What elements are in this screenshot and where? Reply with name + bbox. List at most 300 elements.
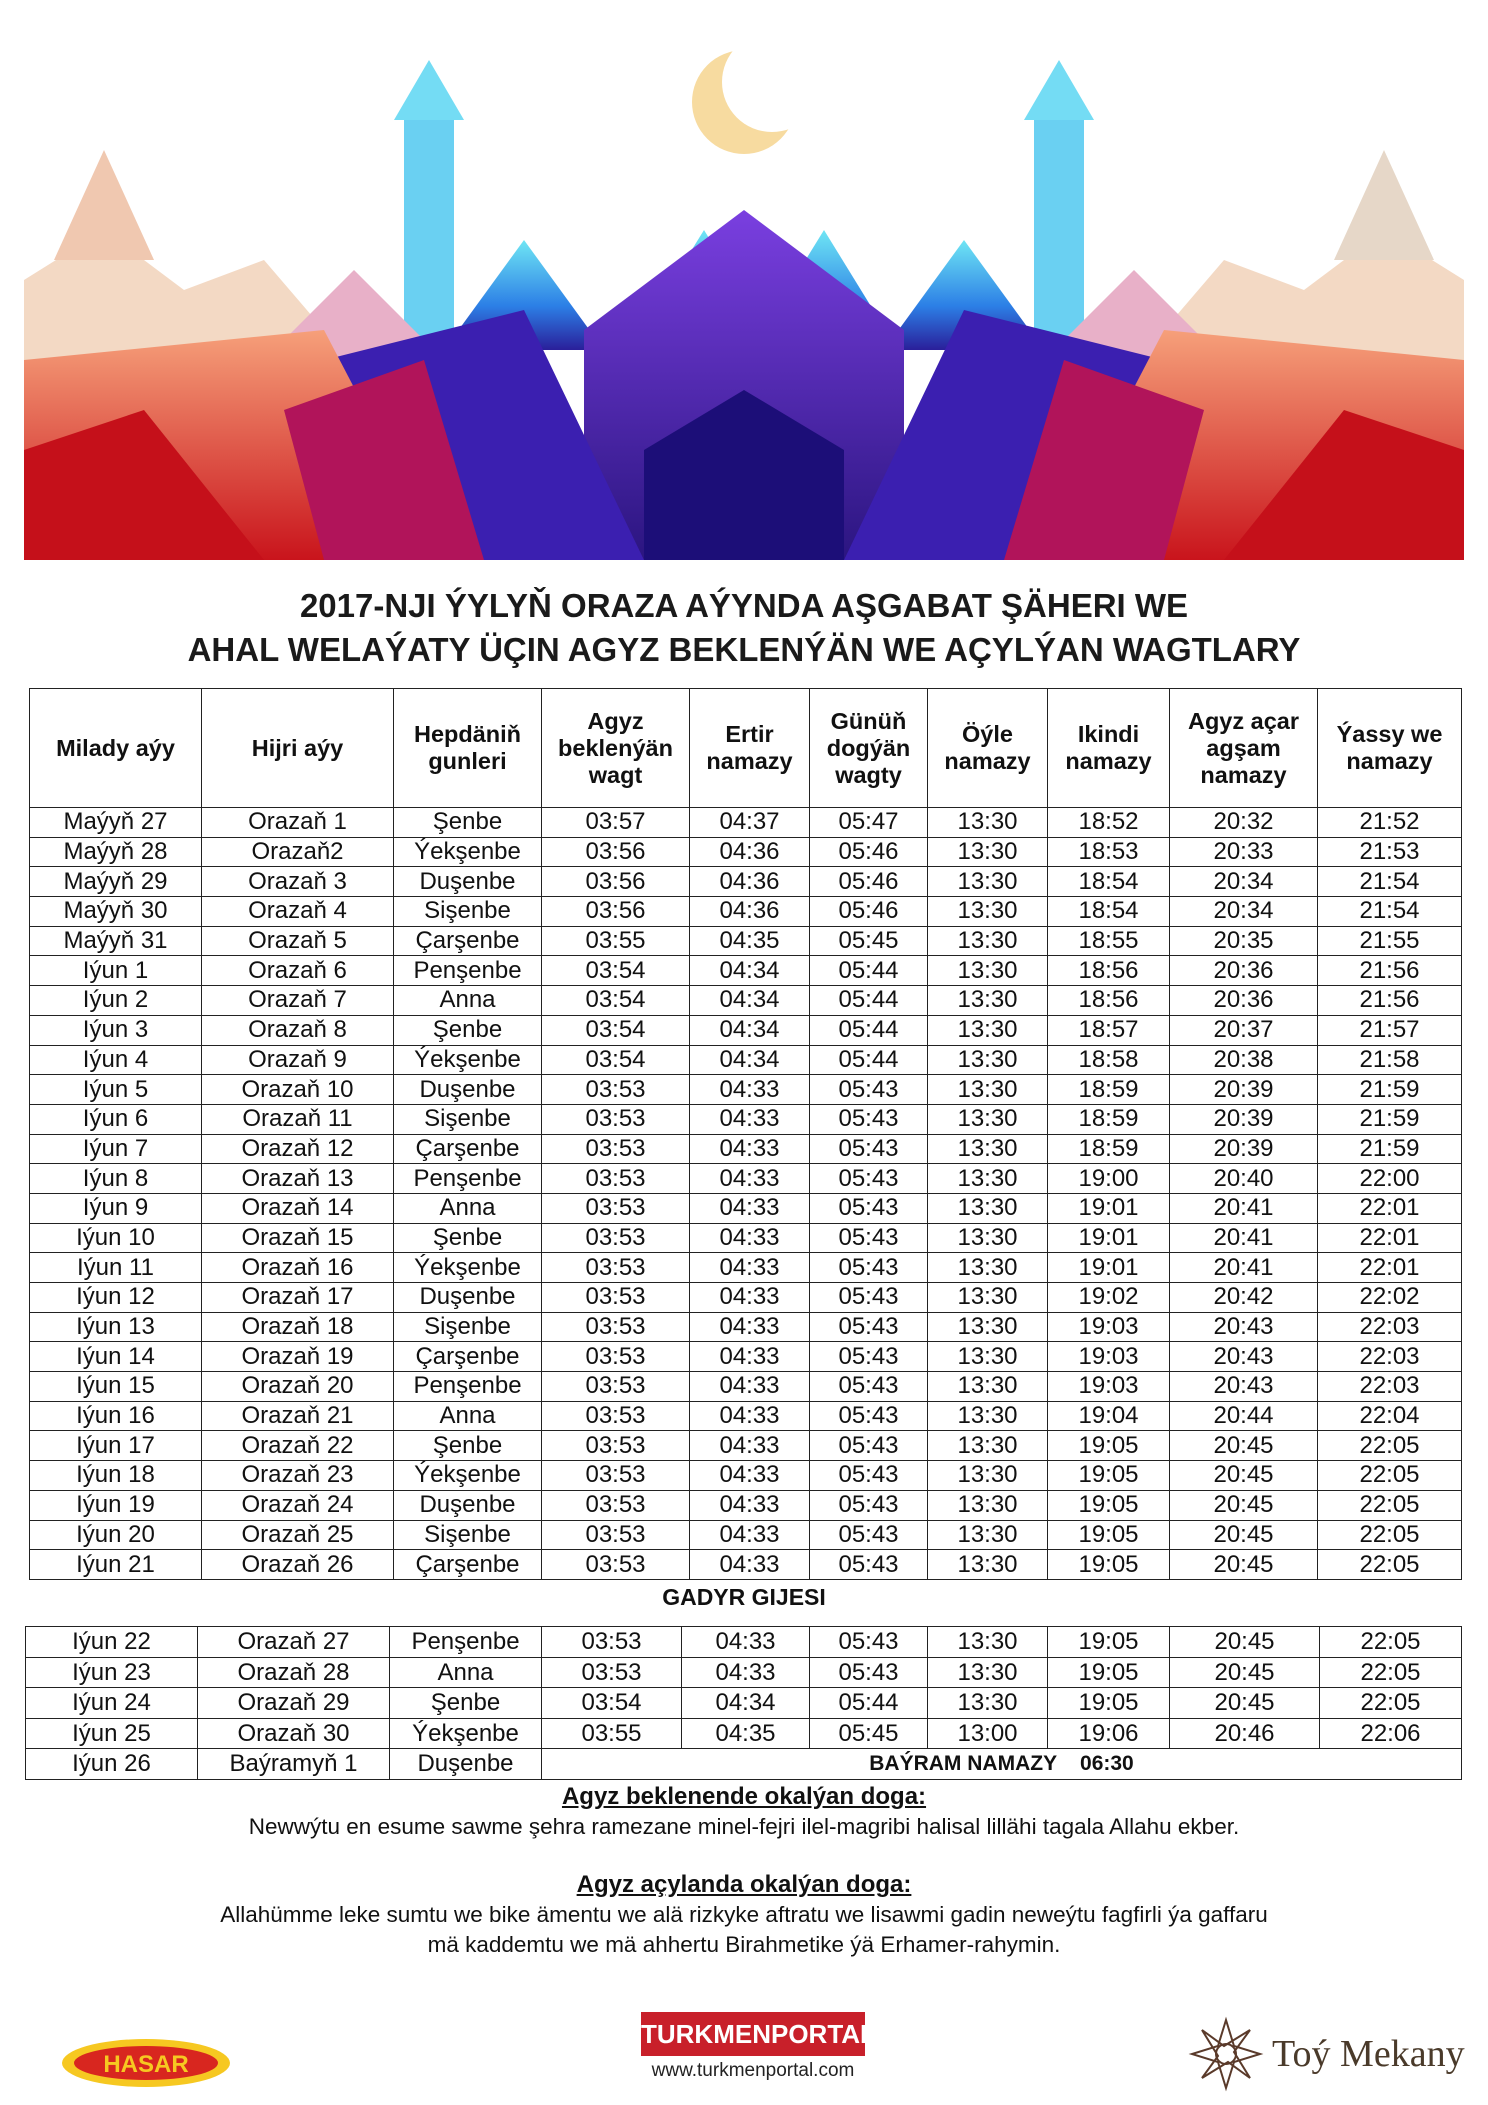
cell-agsam: 20:43 [1170, 1342, 1318, 1372]
cell-sunrise: 05:43 [810, 1164, 928, 1194]
cell-agsam: 20:32 [1170, 808, 1318, 838]
cell-yassy: 22:01 [1318, 1193, 1462, 1223]
cell-oyle: 13:30 [928, 1104, 1048, 1134]
cell-day: Duşenbe [390, 1749, 542, 1780]
schedule-table [29, 688, 1462, 1580]
cell-fast-start: 03:53 [542, 1253, 690, 1283]
cell-ertir: 04:33 [690, 1283, 810, 1313]
table-row [30, 1401, 1462, 1431]
cell-oyle: 13:30 [928, 1283, 1048, 1313]
cell-fast-start: 03:53 [542, 1657, 682, 1688]
cell-hijri: Orazaň 16 [202, 1253, 394, 1283]
cell-date: Maýyň 29 [30, 867, 202, 897]
header-agsam: Agyz açar agşam namazy [1170, 689, 1318, 808]
cell-oyle: 13:30 [928, 1461, 1048, 1491]
cell-hijri: Orazaň 11 [202, 1104, 394, 1134]
cell-fast-start: 03:54 [542, 956, 690, 986]
cell-oyle: 13:30 [928, 1401, 1048, 1431]
table-row [30, 1193, 1462, 1223]
gadyr-gijesi-label: GADYR GIJESI [662, 1584, 826, 1610]
cell-sunrise: 05:43 [810, 1372, 928, 1402]
cell-oyle: 13:30 [928, 1372, 1048, 1402]
table-row [30, 1045, 1462, 1075]
cell-agsam: 20:45 [1170, 1550, 1318, 1580]
cell-fast-start: 03:53 [542, 1104, 690, 1134]
cell-oyle: 13:30 [928, 1490, 1048, 1520]
cell-oyle: 13:30 [928, 1550, 1048, 1580]
cell-oyle: 13:30 [928, 808, 1048, 838]
cell-ikindi: 19:05 [1048, 1550, 1170, 1580]
cell-date: Iýun 13 [30, 1312, 202, 1342]
cell-ikindi: 19:05 [1048, 1490, 1170, 1520]
table-row [30, 1490, 1462, 1520]
mosque-banner-image [24, 30, 1464, 560]
cell-date: Iýun 3 [30, 1015, 202, 1045]
cell-yassy: 22:03 [1318, 1312, 1462, 1342]
cell-fast-start: 03:53 [542, 1134, 690, 1164]
cell-day: Ýekşenbe [394, 837, 542, 867]
cell-ertir: 04:36 [690, 867, 810, 897]
doga1-text: Newwýtu en esume sawme şehra ramezane minel-fejri ilel-magribi halisal lillähi tagala Allahu ekber. [248, 1814, 1240, 1839]
cell-yassy: 21:53 [1318, 837, 1462, 867]
cell-oyle: 13:30 [928, 1193, 1048, 1223]
cell-agsam: 20:45 [1170, 1431, 1318, 1461]
cell-date: Maýyň 27 [30, 808, 202, 838]
cell-fast-start: 03:53 [542, 1283, 690, 1313]
cell-date: Iýun 16 [30, 1401, 202, 1431]
cell-yassy: 22:05 [1320, 1657, 1462, 1688]
cell-date: Iýun 24 [26, 1688, 198, 1719]
cell-ertir: 04:33 [690, 1520, 810, 1550]
turkmenportal-logo: TURKMENPORTAL [641, 2012, 865, 2056]
cell-yassy: 21:56 [1318, 956, 1462, 986]
cell-day: Ýekşenbe [394, 1253, 542, 1283]
cell-oyle: 13:30 [928, 926, 1048, 956]
cell-yassy: 22:00 [1318, 1164, 1462, 1194]
cell-day: Penşenbe [394, 1164, 542, 1194]
cell-agsam: 20:45 [1170, 1657, 1320, 1688]
cell-agsam: 20:37 [1170, 1015, 1318, 1045]
cell-date: Iýun 4 [30, 1045, 202, 1075]
cell-day: Sişenbe [394, 897, 542, 927]
header-hijri: Hijri aýy [202, 689, 394, 808]
cell-agsam: 20:45 [1170, 1520, 1318, 1550]
cell-fast-start: 03:53 [542, 1312, 690, 1342]
cell-ikindi: 19:06 [1048, 1718, 1170, 1749]
cell-yassy: 22:05 [1318, 1550, 1462, 1580]
header-yassy: Ýassy we namazy [1318, 689, 1462, 808]
cell-yassy: 22:05 [1320, 1688, 1462, 1719]
header-day: Hepdäniň gunleri [394, 689, 542, 808]
cell-ertir: 04:35 [682, 1718, 810, 1749]
cell-oyle: 13:30 [928, 837, 1048, 867]
cell-ikindi: 18:59 [1048, 1134, 1170, 1164]
cell-fast-start: 03:56 [542, 897, 690, 927]
cell-hijri: Orazaň 15 [202, 1223, 394, 1253]
cell-day: Şenbe [394, 808, 542, 838]
cell-agsam: 20:45 [1170, 1461, 1318, 1491]
toy-mekany-logo: Toý Mekany [1272, 2033, 1465, 2075]
cell-ikindi: 18:56 [1048, 986, 1170, 1016]
cell-ikindi: 18:57 [1048, 1015, 1170, 1045]
cell-date: Iýun 22 [26, 1627, 198, 1658]
table-row [30, 1164, 1462, 1194]
cell-hijri: Orazaň 30 [198, 1718, 390, 1749]
cell-hijri: Orazaň 9 [202, 1045, 394, 1075]
schedule-table-gadyr [25, 1626, 1462, 1780]
cell-day: Şenbe [394, 1431, 542, 1461]
cell-agsam: 20:41 [1170, 1223, 1318, 1253]
cell-ertir: 04:34 [682, 1688, 810, 1719]
cell-date: Iýun 9 [30, 1193, 202, 1223]
cell-hijri: Orazaň 4 [202, 897, 394, 927]
table-row [30, 1075, 1462, 1105]
cell-sunrise: 05:43 [810, 1312, 928, 1342]
cell-ertir: 04:33 [690, 1104, 810, 1134]
cell-fast-start: 03:53 [542, 1627, 682, 1658]
cell-agsam: 20:43 [1170, 1372, 1318, 1402]
cell-ertir: 04:33 [690, 1550, 810, 1580]
cell-day: Çarşenbe [394, 1342, 542, 1372]
cell-date: Iýun 5 [30, 1075, 202, 1105]
cell-sunrise: 05:43 [810, 1193, 928, 1223]
header-fast-start: Agyz beklenýän wagt [542, 689, 690, 808]
cell-oyle: 13:30 [928, 1688, 1048, 1719]
cell-sunrise: 05:46 [810, 867, 928, 897]
table-row [30, 1342, 1462, 1372]
cell-hijri: Orazaň2 [202, 837, 394, 867]
table-row [30, 837, 1462, 867]
cell-yassy: 22:03 [1318, 1372, 1462, 1402]
cell-agsam: 20:36 [1170, 956, 1318, 986]
cell-day: Çarşenbe [394, 1550, 542, 1580]
cell-day: Duşenbe [394, 1283, 542, 1313]
cell-ikindi: 19:02 [1048, 1283, 1170, 1313]
doga2-line2: mä kaddemtu we mä ahhertu Birahmetike ýä Erhamer-rahymin. [427, 1932, 1061, 1957]
cell-hijri: Orazaň 22 [202, 1431, 394, 1461]
header-ikindi: Ikindi namazy [1048, 689, 1170, 808]
cell-yassy: 22:05 [1320, 1627, 1462, 1658]
hasar-logo-text: HASAR [103, 2051, 189, 2078]
cell-sunrise: 05:43 [810, 1627, 928, 1658]
cell-day: Ýekşenbe [394, 1045, 542, 1075]
cell-day: Şenbe [394, 1015, 542, 1045]
cell-day: Penşenbe [394, 956, 542, 986]
cell-ertir: 04:33 [690, 1164, 810, 1194]
cell-ikindi: 18:54 [1048, 897, 1170, 927]
cell-ikindi: 19:00 [1048, 1164, 1170, 1194]
cell-hijri: Orazaň 18 [202, 1312, 394, 1342]
cell-hijri: Orazaň 24 [202, 1490, 394, 1520]
cell-ertir: 04:33 [682, 1657, 810, 1688]
cell-ikindi: 19:03 [1048, 1372, 1170, 1402]
cell-ertir: 04:37 [690, 808, 810, 838]
cell-day: Anna [394, 986, 542, 1016]
cell-sunrise: 05:43 [810, 1520, 928, 1550]
table-row [30, 1015, 1462, 1045]
table-row [30, 1372, 1462, 1402]
cell-sunrise: 05:43 [810, 1342, 928, 1372]
cell-day: Duşenbe [394, 1490, 542, 1520]
cell-hijri: Orazaň 19 [202, 1342, 394, 1372]
cell-fast-start: 03:53 [542, 1520, 690, 1550]
cell-sunrise: 05:44 [810, 986, 928, 1016]
cell-agsam: 20:33 [1170, 837, 1318, 867]
cell-sunrise: 05:43 [810, 1657, 928, 1688]
cell-agsam: 20:41 [1170, 1193, 1318, 1223]
cell-fast-start: 03:53 [542, 1550, 690, 1580]
cell-hijri: Orazaň 28 [198, 1657, 390, 1688]
table-row [30, 1431, 1462, 1461]
cell-ertir: 04:33 [690, 1312, 810, 1342]
table-row [30, 956, 1462, 986]
bayram-namazy-note: BAÝRAM NAMAZY 06:30 [542, 1749, 1462, 1780]
header-sunrise: Günüň dogýän wagty [810, 689, 928, 808]
cell-day: Anna [390, 1657, 542, 1688]
cell-date: Iýun 21 [30, 1550, 202, 1580]
cell-yassy: 22:05 [1318, 1490, 1462, 1520]
cell-oyle: 13:30 [928, 1342, 1048, 1372]
cell-day: Duşenbe [394, 867, 542, 897]
cell-ertir: 04:33 [690, 1342, 810, 1372]
cell-fast-start: 03:55 [542, 1718, 682, 1749]
cell-date: Iýun 19 [30, 1490, 202, 1520]
doga1-heading: Agyz beklenende okalýan doga: [561, 1783, 927, 1810]
cell-sunrise: 05:46 [810, 897, 928, 927]
cell-ertir: 04:33 [690, 1253, 810, 1283]
cell-agsam: 20:45 [1170, 1490, 1318, 1520]
cell-fast-start: 03:55 [542, 926, 690, 956]
cell-day: Sişenbe [394, 1520, 542, 1550]
table-row [30, 808, 1462, 838]
cell-fast-start: 03:56 [542, 837, 690, 867]
cell-yassy: 21:59 [1318, 1134, 1462, 1164]
cell-hijri: Orazaň 20 [202, 1372, 394, 1402]
cell-ertir: 04:33 [690, 1372, 810, 1402]
cell-hijri: Orazaň 21 [202, 1401, 394, 1431]
cell-sunrise: 05:44 [810, 1688, 928, 1719]
header-date: Milady aýy [30, 689, 202, 808]
cell-sunrise: 05:43 [810, 1283, 928, 1313]
table-body [30, 808, 1462, 1580]
cell-fast-start: 03:53 [542, 1461, 690, 1491]
cell-sunrise: 05:43 [810, 1431, 928, 1461]
cell-ikindi: 19:01 [1048, 1253, 1170, 1283]
cell-hijri: Orazaň 6 [202, 956, 394, 986]
cell-fast-start: 03:53 [542, 1490, 690, 1520]
cell-ikindi: 18:59 [1048, 1075, 1170, 1105]
table-row [30, 926, 1462, 956]
cell-oyle: 13:30 [928, 1253, 1048, 1283]
cell-ertir: 04:33 [682, 1627, 810, 1658]
cell-ertir: 04:34 [690, 986, 810, 1016]
cell-yassy: 21:54 [1318, 897, 1462, 927]
cell-oyle: 13:30 [928, 867, 1048, 897]
table-header-row [30, 689, 1462, 808]
table-row [30, 1461, 1462, 1491]
cell-sunrise: 05:44 [810, 956, 928, 986]
header-ertir: Ertir namazy [690, 689, 810, 808]
hasar-logo [60, 2032, 232, 2094]
cell-oyle: 13:30 [928, 1045, 1048, 1075]
cell-sunrise: 05:43 [810, 1550, 928, 1580]
cell-yassy: 21:56 [1318, 986, 1462, 1016]
cell-day: Sişenbe [394, 1104, 542, 1134]
cell-fast-start: 03:53 [542, 1193, 690, 1223]
cell-fast-start: 03:54 [542, 1688, 682, 1719]
cell-hijri: Orazaň 5 [202, 926, 394, 956]
cell-date: Iýun 17 [30, 1431, 202, 1461]
cell-hijri: Orazaň 17 [202, 1283, 394, 1313]
cell-agsam: 20:45 [1170, 1688, 1320, 1719]
cell-ikindi: 18:55 [1048, 926, 1170, 956]
cell-date: Iýun 11 [30, 1253, 202, 1283]
cell-date: Maýyň 28 [30, 837, 202, 867]
cell-ertir: 04:34 [690, 956, 810, 986]
cell-date: Iýun 25 [26, 1718, 198, 1749]
cell-hijri: Orazaň 1 [202, 808, 394, 838]
cell-ikindi: 19:03 [1048, 1312, 1170, 1342]
cell-fast-start: 03:54 [542, 1015, 690, 1045]
cell-sunrise: 05:45 [810, 1718, 928, 1749]
cell-ikindi: 19:05 [1048, 1461, 1170, 1491]
cell-yassy: 21:58 [1318, 1045, 1462, 1075]
cell-hijri: Orazaň 8 [202, 1015, 394, 1045]
table-row [26, 1627, 1462, 1658]
cell-ikindi: 18:53 [1048, 837, 1170, 867]
cell-sunrise: 05:45 [810, 926, 928, 956]
cell-day: Şenbe [390, 1688, 542, 1719]
cell-fast-start: 03:53 [542, 1075, 690, 1105]
cell-sunrise: 05:43 [810, 1134, 928, 1164]
cell-hijri: Orazaň 26 [202, 1550, 394, 1580]
cell-day: Penşenbe [390, 1627, 542, 1658]
cell-agsam: 20:38 [1170, 1045, 1318, 1075]
table-row [30, 1134, 1462, 1164]
cell-yassy: 22:06 [1320, 1718, 1462, 1749]
cell-yassy: 21:55 [1318, 926, 1462, 956]
cell-day: Şenbe [394, 1223, 542, 1253]
table-row [30, 1550, 1462, 1580]
cell-oyle: 13:30 [928, 1015, 1048, 1045]
cell-ikindi: 19:05 [1048, 1657, 1170, 1688]
cell-date: Iýun 10 [30, 1223, 202, 1253]
cell-agsam: 20:46 [1170, 1718, 1320, 1749]
cell-yassy: 21:54 [1318, 867, 1462, 897]
cell-date: Iýun 26 [26, 1749, 198, 1780]
table-row [30, 986, 1462, 1016]
cell-ertir: 04:33 [690, 1134, 810, 1164]
cell-oyle: 13:30 [928, 1431, 1048, 1461]
cell-agsam: 20:41 [1170, 1253, 1318, 1283]
table-row [30, 1312, 1462, 1342]
cell-hijri: Orazaň 12 [202, 1134, 394, 1164]
cell-oyle: 13:30 [928, 986, 1048, 1016]
cell-hijri: Orazaň 29 [198, 1688, 390, 1719]
cell-ertir: 04:33 [690, 1401, 810, 1431]
cell-hijri: Baýramyň 1 [198, 1749, 390, 1780]
cell-date: Iýun 7 [30, 1134, 202, 1164]
cell-fast-start: 03:53 [542, 1372, 690, 1402]
cell-ertir: 04:36 [690, 837, 810, 867]
table-row [30, 867, 1462, 897]
table-row [26, 1688, 1462, 1719]
cell-ertir: 04:33 [690, 1461, 810, 1491]
cell-date: Iýun 8 [30, 1164, 202, 1194]
cell-ikindi: 18:59 [1048, 1104, 1170, 1134]
cell-day: Anna [394, 1401, 542, 1431]
ornament-icon [1188, 2016, 1264, 2092]
cell-yassy: 22:03 [1318, 1342, 1462, 1372]
cell-oyle: 13:30 [928, 1223, 1048, 1253]
cell-date: Maýyň 31 [30, 926, 202, 956]
cell-ikindi: 19:05 [1048, 1431, 1170, 1461]
cell-sunrise: 05:44 [810, 1015, 928, 1045]
title-line-1: 2017-NJI ÝYLYŇ ORAZA AÝYNDA AŞGABAT ŞÄHERI WE [299, 587, 1189, 624]
cell-agsam: 20:45 [1170, 1627, 1320, 1658]
cell-fast-start: 03:54 [542, 1045, 690, 1075]
cell-ikindi: 19:04 [1048, 1401, 1170, 1431]
cell-sunrise: 05:44 [810, 1045, 928, 1075]
cell-ertir: 04:34 [690, 1045, 810, 1075]
cell-yassy: 22:05 [1318, 1520, 1462, 1550]
cell-date: Iýun 18 [30, 1461, 202, 1491]
cell-day: Duşenbe [394, 1075, 542, 1105]
cell-ikindi: 19:01 [1048, 1193, 1170, 1223]
cell-ikindi: 18:56 [1048, 956, 1170, 986]
cell-sunrise: 05:46 [810, 837, 928, 867]
cell-ikindi: 19:05 [1048, 1627, 1170, 1658]
cell-hijri: Orazaň 14 [202, 1193, 394, 1223]
cell-hijri: Orazaň 25 [202, 1520, 394, 1550]
table-row [30, 1253, 1462, 1283]
cell-fast-start: 03:53 [542, 1223, 690, 1253]
cell-day: Çarşenbe [394, 926, 542, 956]
cell-day: Penşenbe [394, 1372, 542, 1402]
cell-ertir: 04:36 [690, 897, 810, 927]
cell-ikindi: 19:05 [1048, 1520, 1170, 1550]
page-title [0, 584, 1488, 672]
cell-yassy: 22:01 [1318, 1253, 1462, 1283]
cell-oyle: 13:30 [928, 1164, 1048, 1194]
header-oyle: Öýle namazy [928, 689, 1048, 808]
cell-oyle: 13:30 [928, 956, 1048, 986]
table-row [30, 897, 1462, 927]
cell-ikindi: 18:52 [1048, 808, 1170, 838]
cell-yassy: 21:57 [1318, 1015, 1462, 1045]
cell-hijri: Orazaň 10 [202, 1075, 394, 1105]
cell-fast-start: 03:53 [542, 1342, 690, 1372]
cell-agsam: 20:39 [1170, 1134, 1318, 1164]
cell-yassy: 22:05 [1318, 1461, 1462, 1491]
cell-fast-start: 03:56 [542, 867, 690, 897]
cell-date: Iýun 20 [30, 1520, 202, 1550]
cell-ikindi: 18:58 [1048, 1045, 1170, 1075]
table-row [26, 1718, 1462, 1749]
cell-day: Ýekşenbe [394, 1461, 542, 1491]
cell-fast-start: 03:57 [542, 808, 690, 838]
table-row [30, 1283, 1462, 1313]
cell-date: Iýun 15 [30, 1372, 202, 1402]
cell-yassy: 21:59 [1318, 1075, 1462, 1105]
cell-hijri: Orazaň 13 [202, 1164, 394, 1194]
cell-yassy: 22:02 [1318, 1283, 1462, 1313]
cell-date: Iýun 6 [30, 1104, 202, 1134]
cell-ikindi: 19:01 [1048, 1223, 1170, 1253]
cell-agsam: 20:35 [1170, 926, 1318, 956]
cell-yassy: 22:04 [1318, 1401, 1462, 1431]
cell-sunrise: 05:43 [810, 1223, 928, 1253]
